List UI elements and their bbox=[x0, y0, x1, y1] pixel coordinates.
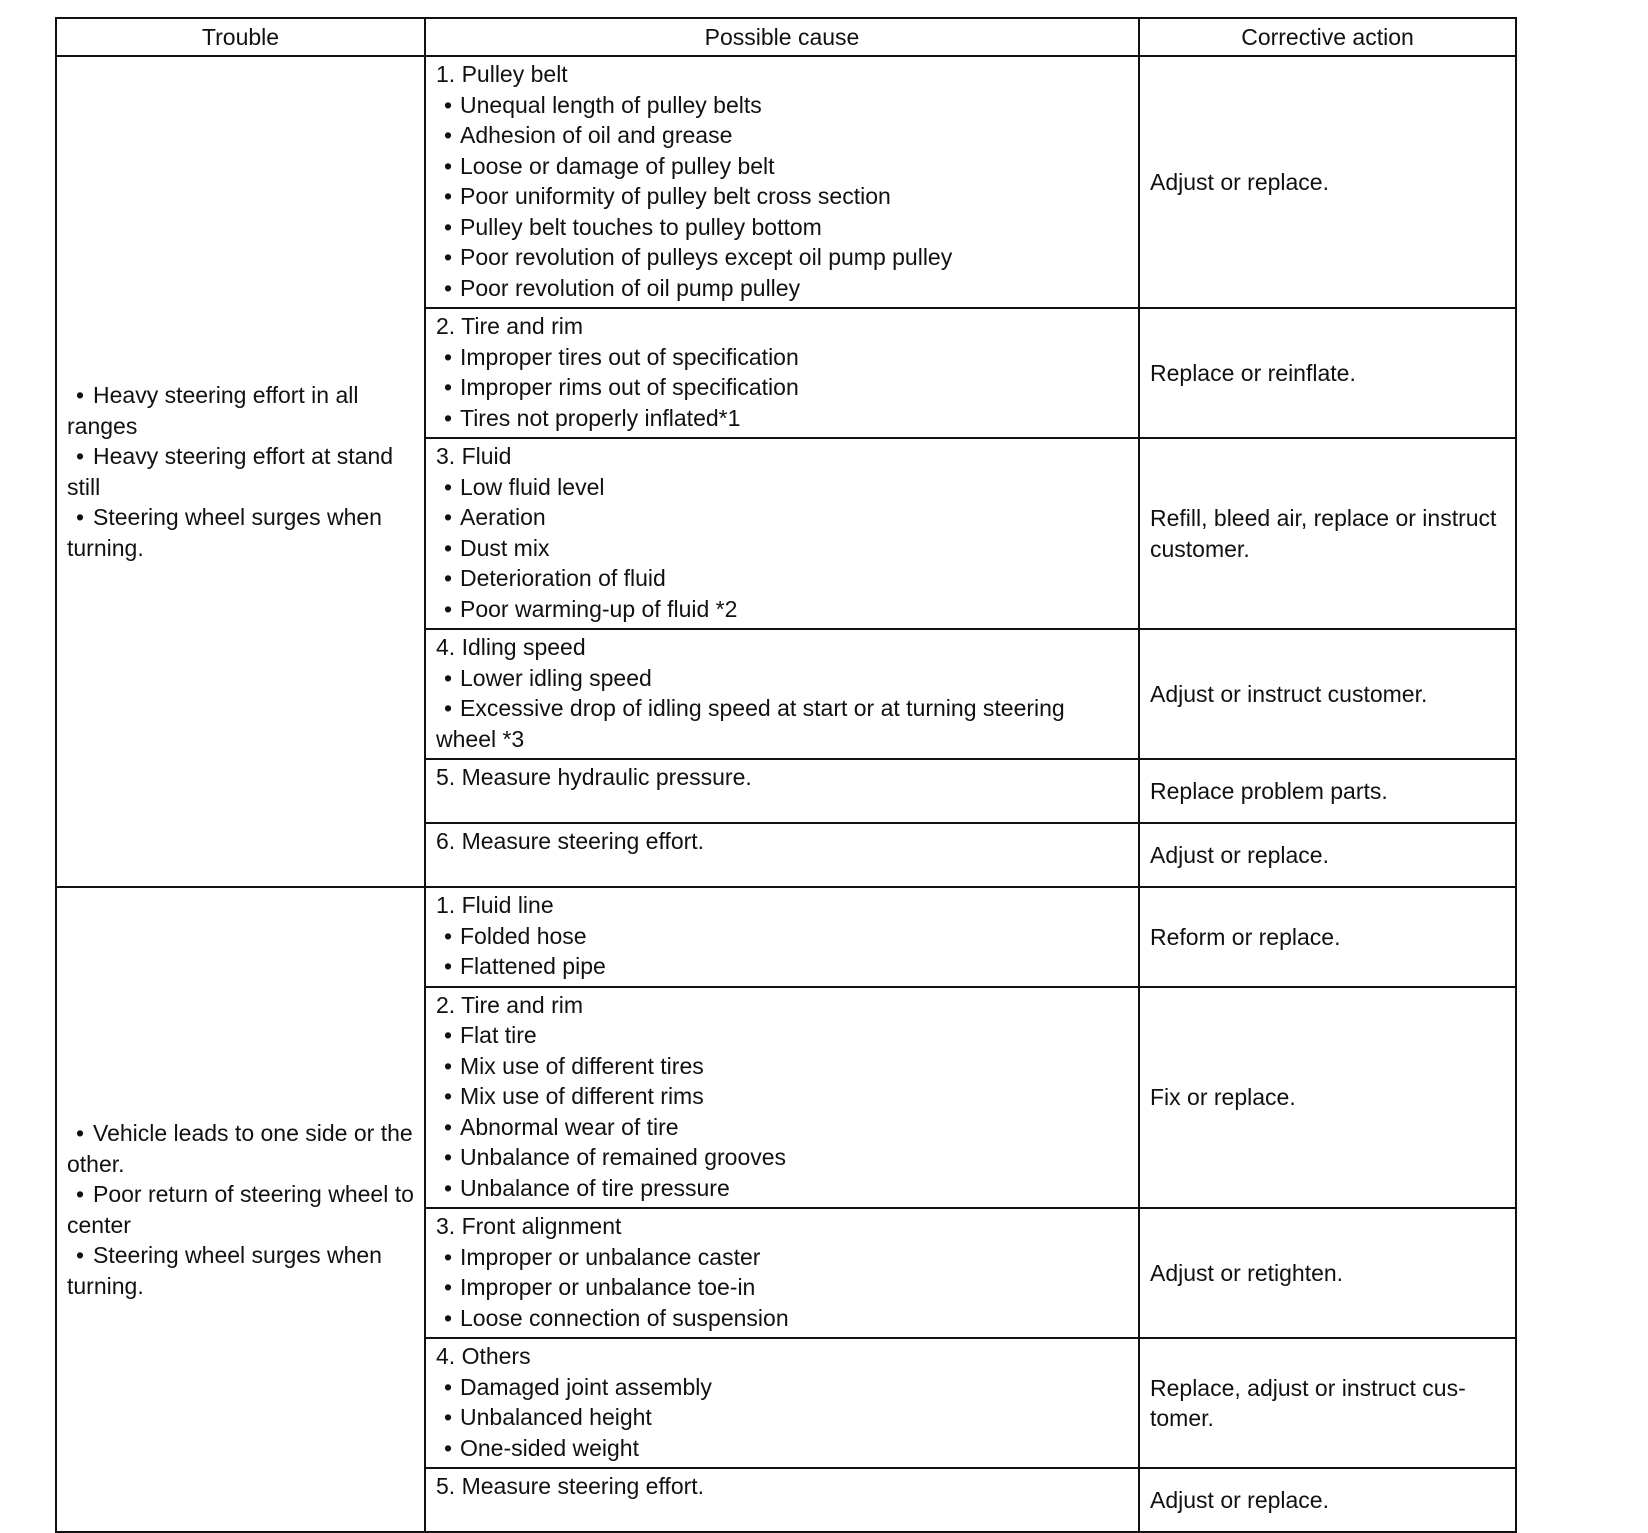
cause-cell bbox=[425, 1208, 1139, 1338]
action-cell: Replace problem parts. bbox=[1139, 759, 1516, 823]
cause-title: 5. Measure steering effort. bbox=[436, 1473, 705, 1499]
cause-bullet: • Tires not properly inflated*1 bbox=[436, 403, 1128, 434]
cause-cell bbox=[425, 629, 1139, 759]
cause-title: 5. Measure hydraulic pressure. bbox=[436, 764, 752, 790]
troubleshooting-document bbox=[55, 17, 1515, 1533]
cause-cell bbox=[425, 823, 1139, 887]
header-possible-cause: Possible cause bbox=[425, 18, 1139, 56]
cause-bullet: • Dust mix bbox=[436, 533, 1128, 564]
action-cell: Adjust or replace. bbox=[1139, 1468, 1516, 1532]
action-cell: Reform or replace. bbox=[1139, 887, 1516, 987]
cause-title: 4. Others bbox=[436, 1343, 531, 1369]
cause-bullet: • Pulley belt touches to pulley bottom bbox=[436, 212, 1128, 243]
cause-cell bbox=[425, 987, 1139, 1209]
trouble-item: • Heavy steering effort in all ranges bbox=[67, 380, 414, 441]
cause-bullet: • Unbalanced height bbox=[436, 1402, 1128, 1433]
cause-bullet: • Excessive drop of idling speed at start or at turning steering wheel *3 bbox=[436, 693, 1128, 754]
cause-title: 1. Fluid line bbox=[436, 892, 554, 918]
cause-bullet: • Flat tire bbox=[436, 1020, 1128, 1051]
cause-title: 3. Front alignment bbox=[436, 1213, 622, 1239]
cause-bullet: • One-sided weight bbox=[436, 1433, 1128, 1464]
table-row bbox=[56, 56, 1516, 308]
cause-title: 4. Idling speed bbox=[436, 634, 586, 660]
cause-title: 2. Tire and rim bbox=[436, 313, 583, 339]
cause-bullet: • Aeration bbox=[436, 502, 1128, 533]
header-row bbox=[56, 18, 1516, 56]
cause-bullet: • Poor revolution of pulleys except oil pump pulley bbox=[436, 242, 1128, 273]
cause-bullet: • Damaged joint assembly bbox=[436, 1372, 1128, 1403]
cause-bullet: • Unbalance of remained grooves bbox=[436, 1142, 1128, 1173]
cause-cell bbox=[425, 438, 1139, 629]
action-cell: Adjust or instruct customer. bbox=[1139, 629, 1516, 759]
cause-bullet: • Poor uniformity of pulley belt cross section bbox=[436, 181, 1128, 212]
cause-bullet: • Flattened pipe bbox=[436, 951, 1128, 982]
cause-bullet: • Improper rims out of specification bbox=[436, 372, 1128, 403]
cause-cell bbox=[425, 759, 1139, 823]
cause-bullet: • Loose or damage of pulley belt bbox=[436, 151, 1128, 182]
action-cell: Adjust or replace. bbox=[1139, 823, 1516, 887]
cause-bullet: • Mix use of different rims bbox=[436, 1081, 1128, 1112]
cause-title: 3. Fluid bbox=[436, 443, 512, 469]
cause-cell bbox=[425, 56, 1139, 308]
troubleshooting-table bbox=[55, 17, 1517, 1533]
cause-bullet: • Low fluid level bbox=[436, 472, 1128, 503]
action-cell: Adjust or retighten. bbox=[1139, 1208, 1516, 1338]
cause-title: 2. Tire and rim bbox=[436, 991, 583, 1018]
cause-bullet: • Adhesion of oil and grease bbox=[436, 120, 1128, 151]
cause-bullet: • Lower idling speed bbox=[436, 663, 1128, 694]
cause-bullet: • Loose connection of suspension bbox=[436, 1303, 1128, 1334]
cause-bullet: • Unbalance of tire pressure bbox=[436, 1173, 1128, 1204]
cause-bullet: • Unequal length of pulley belts bbox=[436, 90, 1128, 121]
cause-bullet: • Improper tires out of specification bbox=[436, 342, 1128, 373]
cause-cell bbox=[425, 887, 1139, 987]
cause-bullet: • Poor warming-up of fluid *2 bbox=[436, 594, 1128, 625]
cause-bullet: • Poor revolution of oil pump pulley bbox=[436, 273, 1128, 304]
cause-bullet: • Deterioration of fluid bbox=[436, 563, 1128, 594]
trouble-item: • Poor return of steering wheel to center bbox=[67, 1179, 414, 1240]
action-cell: Fix or replace. bbox=[1139, 987, 1516, 1209]
trouble-cell bbox=[56, 56, 425, 887]
cause-cell bbox=[425, 1338, 1139, 1468]
action-cell: Refill, bleed air, replace or instruct customer. bbox=[1139, 438, 1516, 629]
cause-bullet: • Folded hose bbox=[436, 921, 1128, 952]
trouble-item: • Steering wheel surges when turning. bbox=[67, 1240, 414, 1301]
cause-bullet: • Mix use of different tires bbox=[436, 1051, 1128, 1082]
trouble-item: • Steering wheel surges when turning. bbox=[67, 502, 414, 563]
cause-title: 6. Measure steering effort. bbox=[436, 828, 705, 854]
cause-bullet: • Improper or unbalance toe-in bbox=[436, 1272, 1128, 1303]
trouble-item: • Vehicle leads to one side or the other. bbox=[67, 1118, 414, 1179]
action-cell: Replace, adjust or instruct cus-tomer. bbox=[1139, 1338, 1516, 1468]
action-cell: Replace or reinflate. bbox=[1139, 308, 1516, 438]
action-cell: Adjust or replace. bbox=[1139, 56, 1516, 308]
header-corrective-action: Corrective action bbox=[1139, 18, 1516, 56]
cause-cell bbox=[425, 1468, 1139, 1532]
trouble-item: • Heavy steering effort at stand still bbox=[67, 441, 414, 502]
cause-cell bbox=[425, 308, 1139, 438]
cause-bullet: • Improper or unbalance caster bbox=[436, 1242, 1128, 1273]
cause-title: 1. Pulley belt bbox=[436, 61, 568, 87]
table-row bbox=[56, 887, 1516, 987]
header-trouble: Trouble bbox=[56, 18, 425, 56]
trouble-cell bbox=[56, 887, 425, 1532]
cause-bullet: • Abnormal wear of tire bbox=[436, 1112, 1128, 1143]
